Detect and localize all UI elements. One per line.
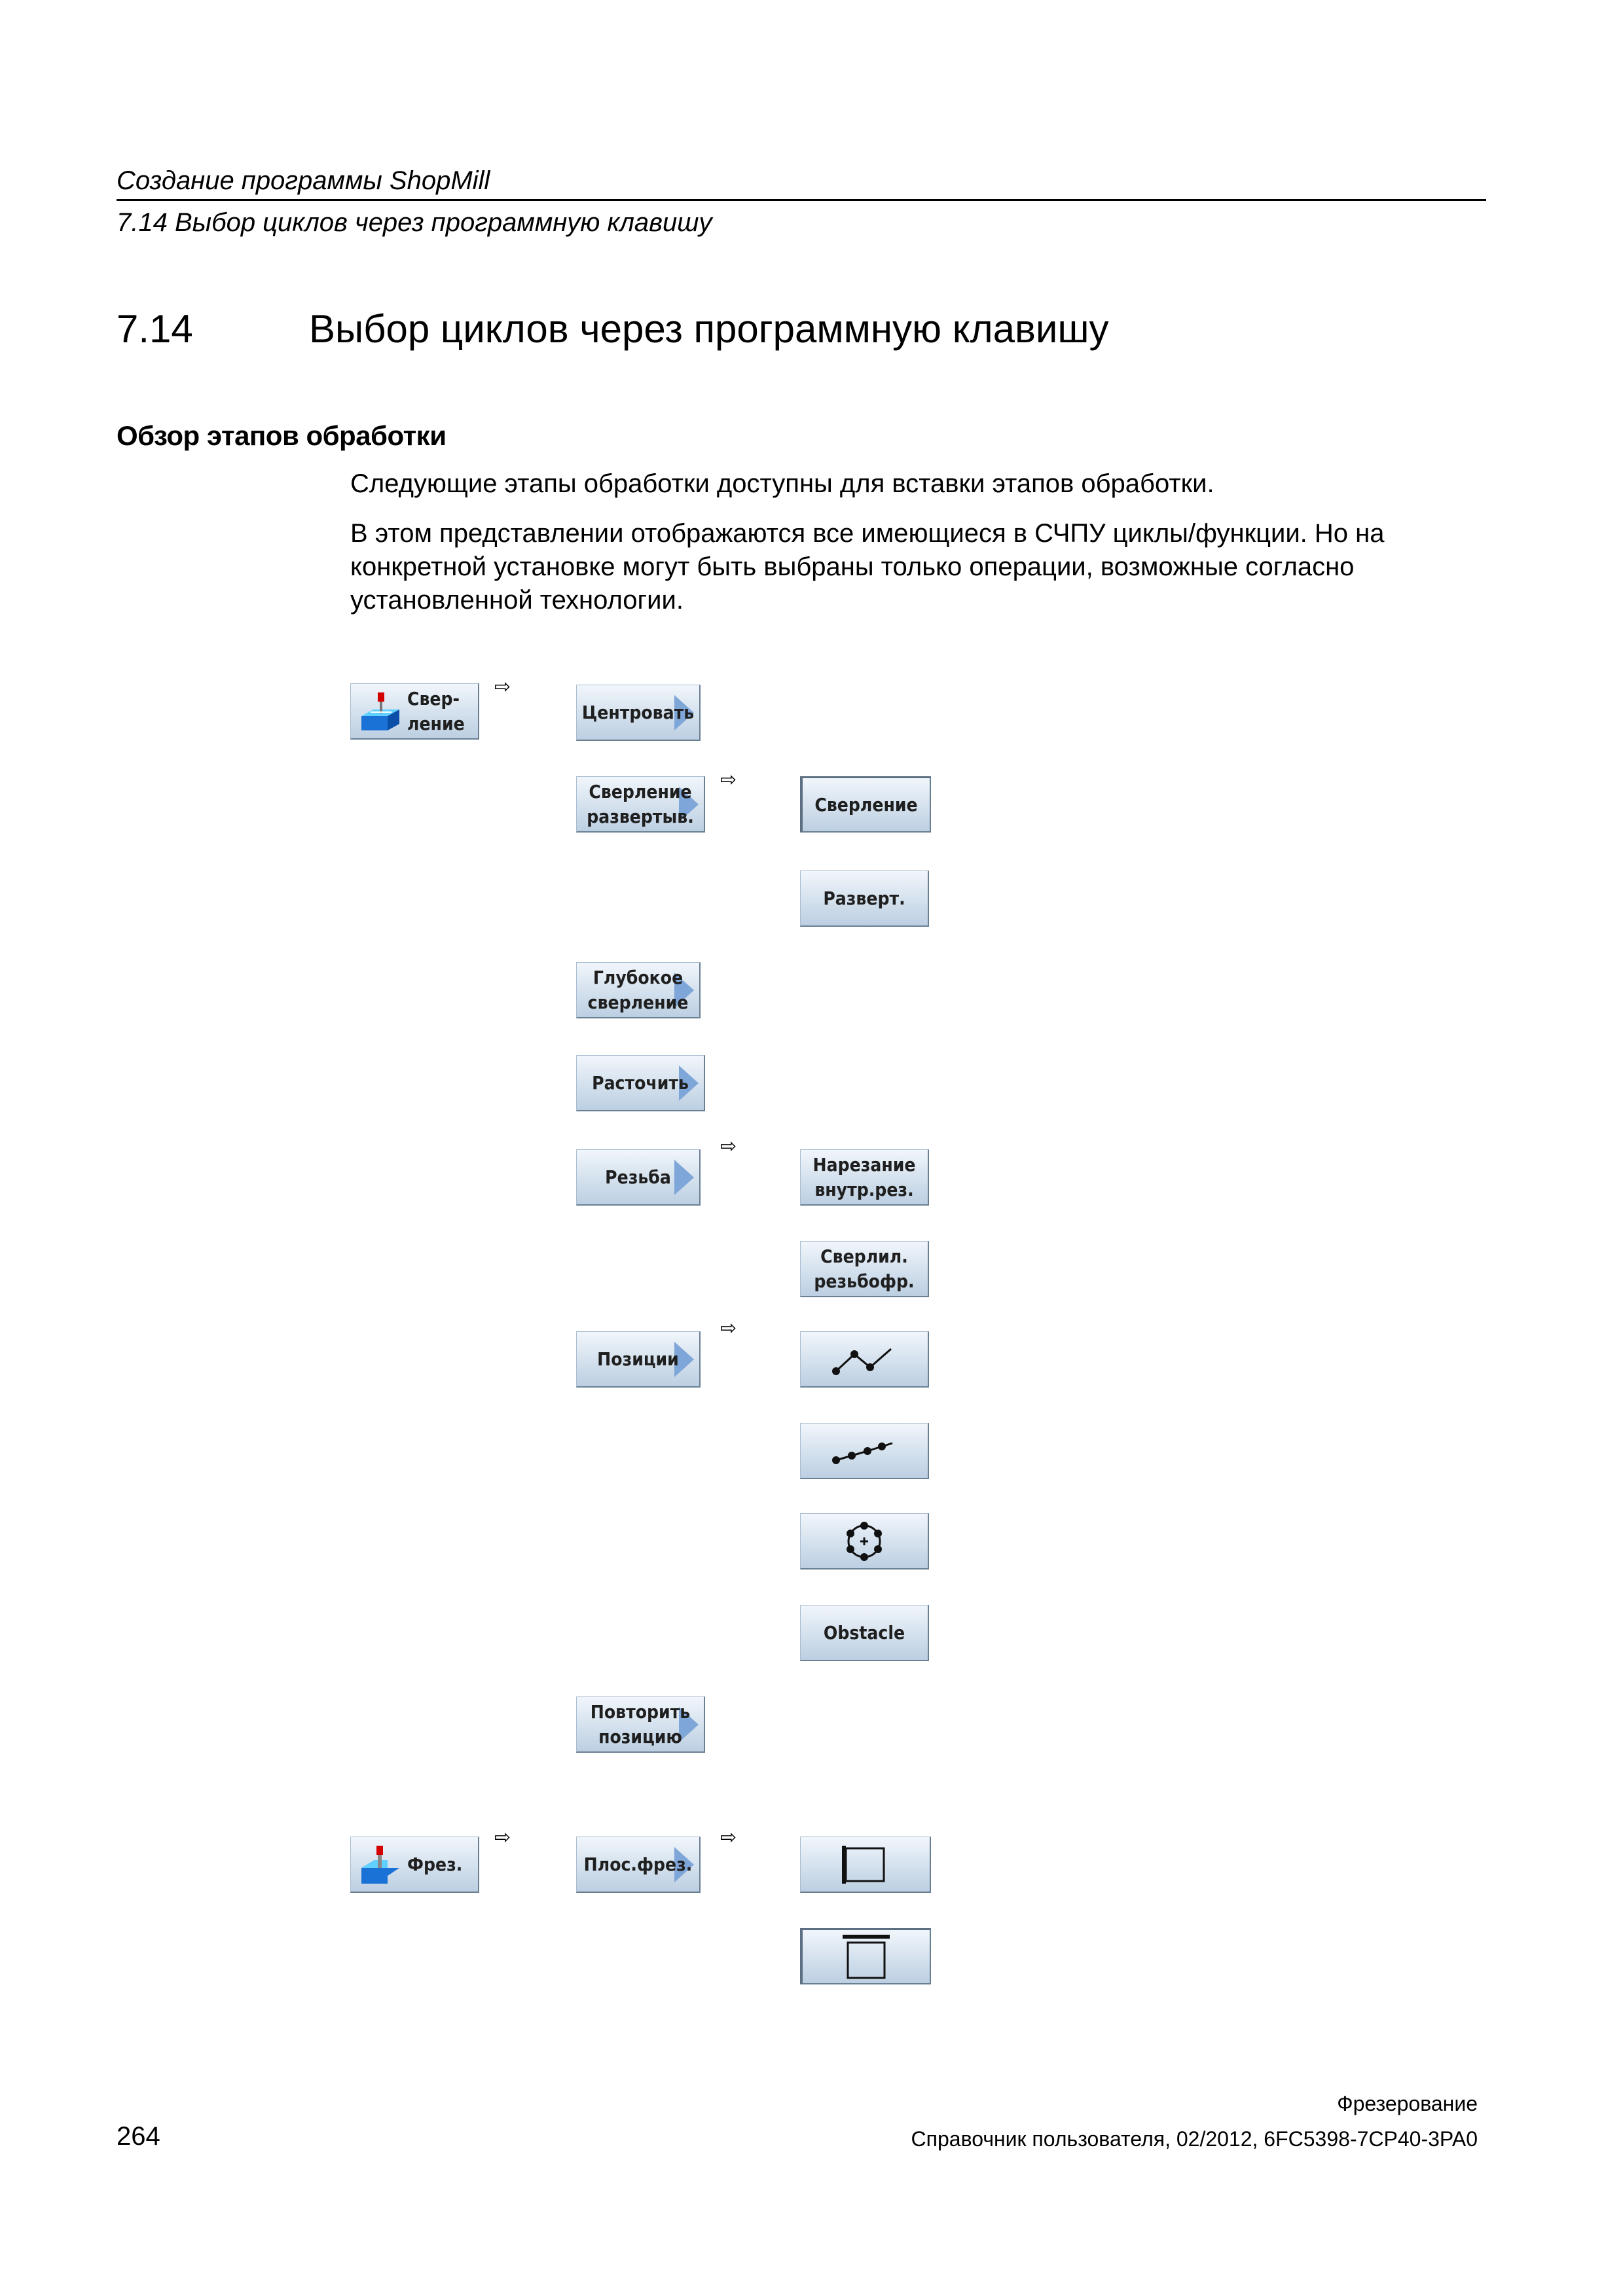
softkey-obstacle[interactable] xyxy=(800,1605,929,1661)
arrow-glyph: ⇨ xyxy=(494,676,511,698)
softkey-positions[interactable] xyxy=(576,1331,701,1388)
face-mill-top-icon xyxy=(840,1933,892,1981)
submenu-arrow-icon xyxy=(674,1160,694,1195)
free-positions-icon xyxy=(828,1340,900,1379)
line-positions-icon xyxy=(828,1431,900,1471)
softkey-centering[interactable] xyxy=(576,685,701,741)
softkey-label: Сверление xyxy=(814,793,918,816)
subsection-title: Обзор этапов обработки xyxy=(117,420,447,451)
section-title: Выбор циклов через программную клавишу xyxy=(309,307,1109,351)
section-number: 7.14 xyxy=(117,307,193,351)
footer-manual: Справочник пользователя, 02/2012, 6FC5398-7CP40-3PA0 xyxy=(911,2127,1478,2151)
arrow-glyph: ⇨ xyxy=(720,1318,737,1339)
header-rule xyxy=(117,199,1486,201)
softkey-positions-circle[interactable] xyxy=(800,1513,929,1570)
milling-icon xyxy=(357,1842,403,1888)
running-header-chapter: Создание программы ShopMill xyxy=(117,166,490,195)
softkey-drill-thread-mill[interactable] xyxy=(800,1241,929,1297)
arrow-glyph: ⇨ xyxy=(720,1136,737,1157)
softkey-label: Сверление развертыв. xyxy=(587,780,694,827)
softkey-deep-drilling[interactable] xyxy=(576,962,701,1018)
body-text xyxy=(350,467,1489,617)
drilling-icon xyxy=(357,689,403,734)
softkey-tapping[interactable] xyxy=(800,1149,929,1206)
face-mill-left-icon xyxy=(839,1843,892,1886)
circle-positions-icon xyxy=(838,1518,890,1564)
softkey-label: Свер- ление xyxy=(407,687,465,734)
arrow-glyph: ⇨ xyxy=(720,769,737,791)
softkey-label: Позиции xyxy=(597,1348,679,1370)
softkey-drilling-reaming[interactable] xyxy=(576,776,705,833)
softkey-label: Плос.фрез. xyxy=(583,1853,693,1875)
softkey-label: Нарезание внутр.рез. xyxy=(812,1153,916,1200)
softkey-label: Сверлил. резьбофр. xyxy=(814,1245,915,1292)
page-number: 264 xyxy=(117,2122,160,2151)
softkey-face-milling[interactable] xyxy=(576,1837,701,1893)
softkey-label: Разверт. xyxy=(823,887,905,909)
softkey-face-mill-top[interactable] xyxy=(800,1928,931,1984)
softkey-label: Obstacle xyxy=(823,1621,905,1643)
arrow-glyph: ⇨ xyxy=(494,1827,511,1848)
softkey-label: Глубокое сверление xyxy=(587,966,689,1013)
softkey-label: Фрез. xyxy=(407,1853,463,1875)
arrow-glyph: ⇨ xyxy=(720,1827,737,1848)
footer-book: Фрезерование xyxy=(1337,2092,1478,2115)
softkey-label: Центровать xyxy=(581,701,695,723)
softkey-label: Резьба xyxy=(605,1166,671,1188)
softkey-drilling-sub[interactable] xyxy=(800,776,931,833)
softkey-milling[interactable] xyxy=(350,1837,479,1893)
softkey-drilling[interactable] xyxy=(350,683,479,740)
softkey-reaming[interactable] xyxy=(800,870,929,927)
softkey-label: Расточить xyxy=(592,1071,689,1094)
paragraph-2: В этом представлении отображаются все имеющиеся в СЧПУ циклы/функции. Но на конкретной установке могут быть выбраны только операции, возможные согласно установленной технологии. xyxy=(350,519,1385,615)
softkey-positions-line[interactable] xyxy=(800,1423,929,1479)
softkey-thread[interactable] xyxy=(576,1149,701,1206)
softkey-face-mill-left[interactable] xyxy=(800,1837,931,1893)
softkey-positions-free[interactable] xyxy=(800,1331,929,1388)
paragraph-1: Следующие этапы обработки доступны для вставки этапов обработки. xyxy=(350,469,1214,498)
running-header-section: 7.14 Выбор циклов через программную клавишу xyxy=(117,208,712,237)
softkey-boring[interactable] xyxy=(576,1055,705,1111)
softkey-repeat-position[interactable] xyxy=(576,1696,705,1753)
softkey-label: Повторить позицию xyxy=(590,1700,691,1748)
